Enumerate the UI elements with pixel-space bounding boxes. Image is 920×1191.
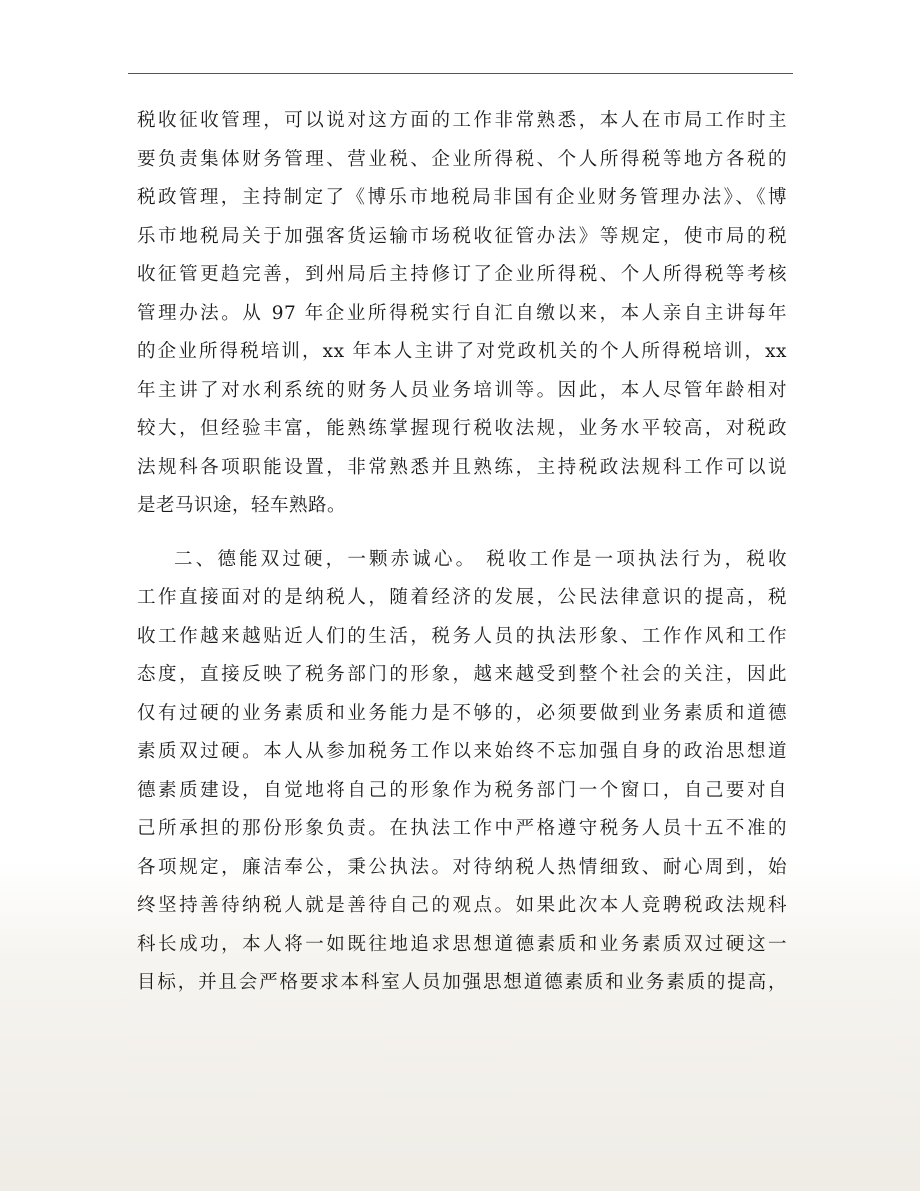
text-line: 态度，直接反映了税务部门的形象，越来越受到整个社会的关注，因此 (137, 664, 787, 685)
paragraph-gap (137, 526, 787, 541)
text-line: 各项规定，廉洁奉公，秉公执法。对待纳税人热情细致、耐心周到，始 (137, 856, 787, 878)
text-line: 德素质建设，自觉地将自己的形象作为税务部门一个窗口，自己要对自 (137, 779, 787, 801)
text-line: 税政管理，主持制定了《博乐市地税局非国有企业财务管理办法》、《博 (137, 187, 787, 208)
header-rule (128, 73, 793, 74)
text-line: 二、德能双过硬，一颗赤诚心。 税收工作是一项执法行为，税收 (174, 548, 787, 570)
text-line: 管理办法。从 97 年企业所得税实行自汇自缴以来，本人亲自主讲每年 (137, 302, 787, 324)
document-body (137, 102, 787, 1003)
text-line: 乐市地税局关于加强客货运输市场税收征管办法》等规定，使市局的税 (137, 225, 787, 247)
text-line: 目标，并且会严格要求本科室人员加强思想道德素质和业务素质的提高， (137, 972, 787, 993)
paragraph-1 (137, 102, 787, 526)
text-line: 要负责集体财务管理、营业税、企业所得税、个人所得税等地方各税的 (137, 148, 787, 170)
text-line: 科长成功，本人将一如既往地追求思想道德素质和业务素质双过硬这一 (137, 933, 787, 955)
text-line: 己所承担的那份形象负责。在执法工作中严格遵守税务人员十五不准的 (137, 818, 787, 839)
text-line: 税收征收管理，可以说对这方面的工作非常熟悉，本人在市局工作时主 (137, 110, 787, 131)
text-line: 年主讲了对水利系统的财务人员业务培训等。因此，本人尽管年龄相对 (137, 379, 787, 401)
text-line: 工作直接面对的是纳税人，随着经济的发展，公民法律意识的提高，税 (137, 587, 787, 608)
paragraph-2 (137, 541, 787, 1003)
text-line: 终坚持善待纳税人就是善待自己的观点。如果此次本人竞聘税政法规科 (137, 895, 787, 916)
text-line: 较大，但经验丰富，能熟练掌握现行税收法规，业务水平较高，对税政 (137, 418, 787, 439)
text-line: 收工作越来越贴近人们的生活，税务人员的执法形象、工作作风和工作 (137, 625, 787, 647)
text-line: 是老马识途，轻车熟路。 (137, 495, 347, 516)
text-line: 法规科各项职能设置，非常熟悉并且熟练，主持税政法规科工作可以说 (137, 456, 787, 478)
text-line: 素质双过硬。本人从参加税务工作以来始终不忘加强自身的政治思想道 (137, 741, 787, 762)
text-line: 的企业所得税培训，xx 年本人主讲了对党政机关的个人所得税培训，xx (137, 341, 787, 362)
text-line: 收征管更趋完善，到州局后主持修订了企业所得税、个人所得税等考核 (137, 264, 787, 285)
text-line: 仅有过硬的业务素质和业务能力是不够的，必须要做到业务素质和道德 (137, 702, 787, 724)
